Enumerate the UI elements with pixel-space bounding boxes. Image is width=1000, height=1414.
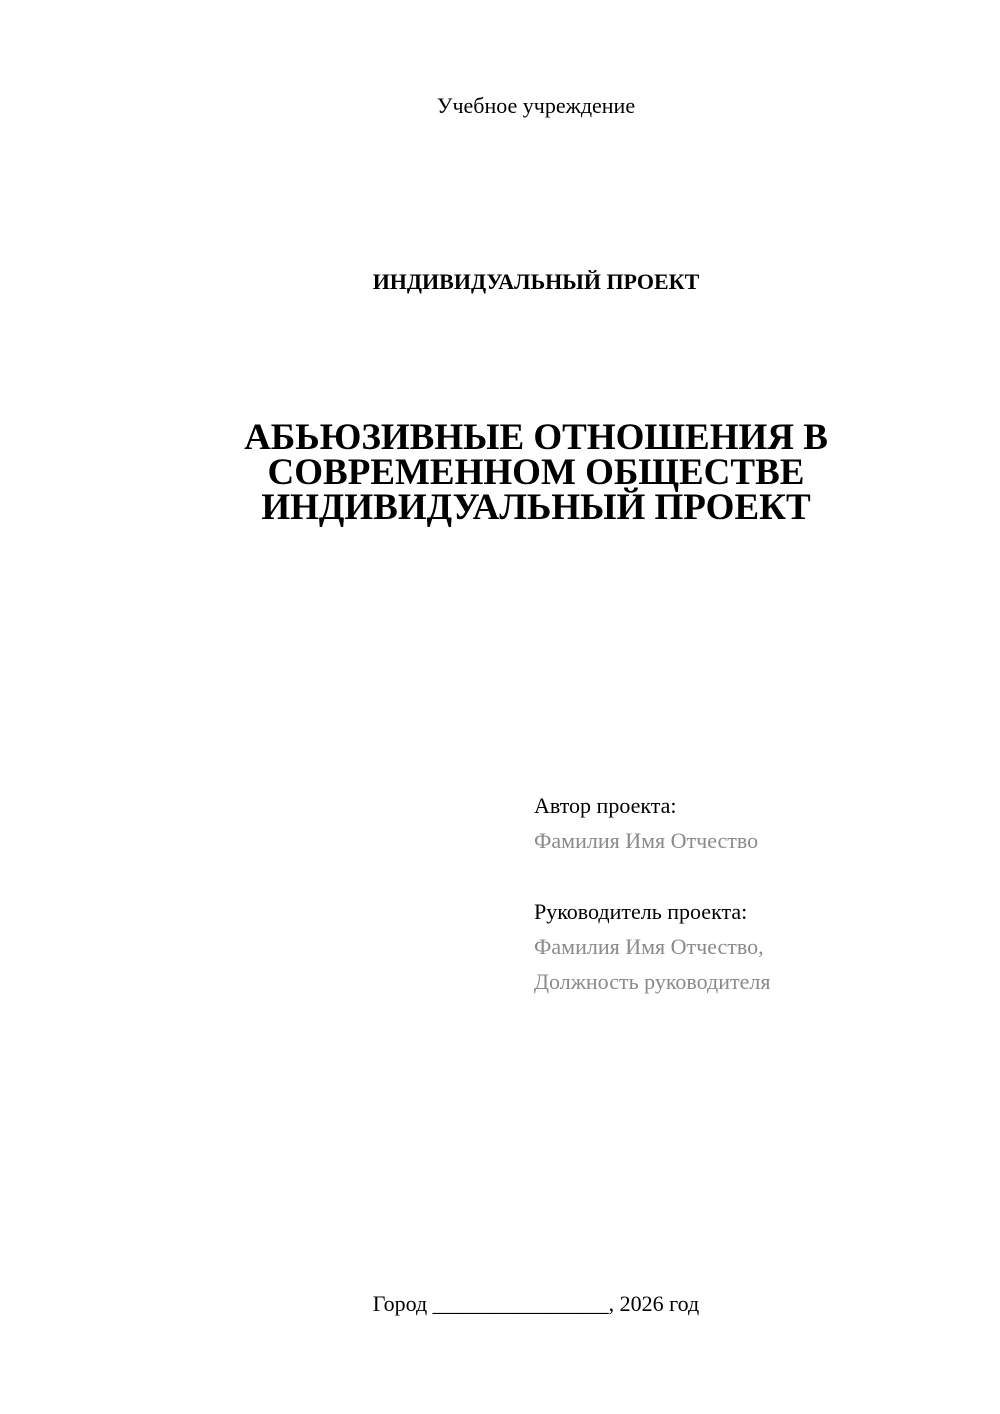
project-title-line-2: СОВРЕМЕННОМ ОБЩЕСТВЕ [267, 452, 805, 493]
city-year-line: Город ________________, 2026 год [372, 1291, 700, 1316]
credits-spacer [534, 858, 770, 894]
credits-block [534, 788, 770, 999]
project-title-line-1: АБЬЮЗИВНЫЕ ОТНОШЕНИЯ В [244, 417, 828, 458]
document-type: ИНДИВИДУАЛЬНЫЙ ПРОЕКТ [372, 269, 700, 294]
institution-name: Учебное учреждение [436, 93, 636, 118]
supervisor-name: Фамилия Имя Отчество, [534, 934, 764, 959]
supervisor-label: Руководитель проекта: [534, 899, 748, 924]
project-title-line-3: ИНДИВИДУАЛЬНЫЙ ПРОЕКТ [261, 487, 811, 528]
supervisor-position: Должность руководителя [534, 969, 771, 994]
author-name: Фамилия Имя Отчество [534, 828, 759, 853]
project-title [0, 417, 1000, 528]
author-label: Автор проекта: [534, 793, 677, 818]
